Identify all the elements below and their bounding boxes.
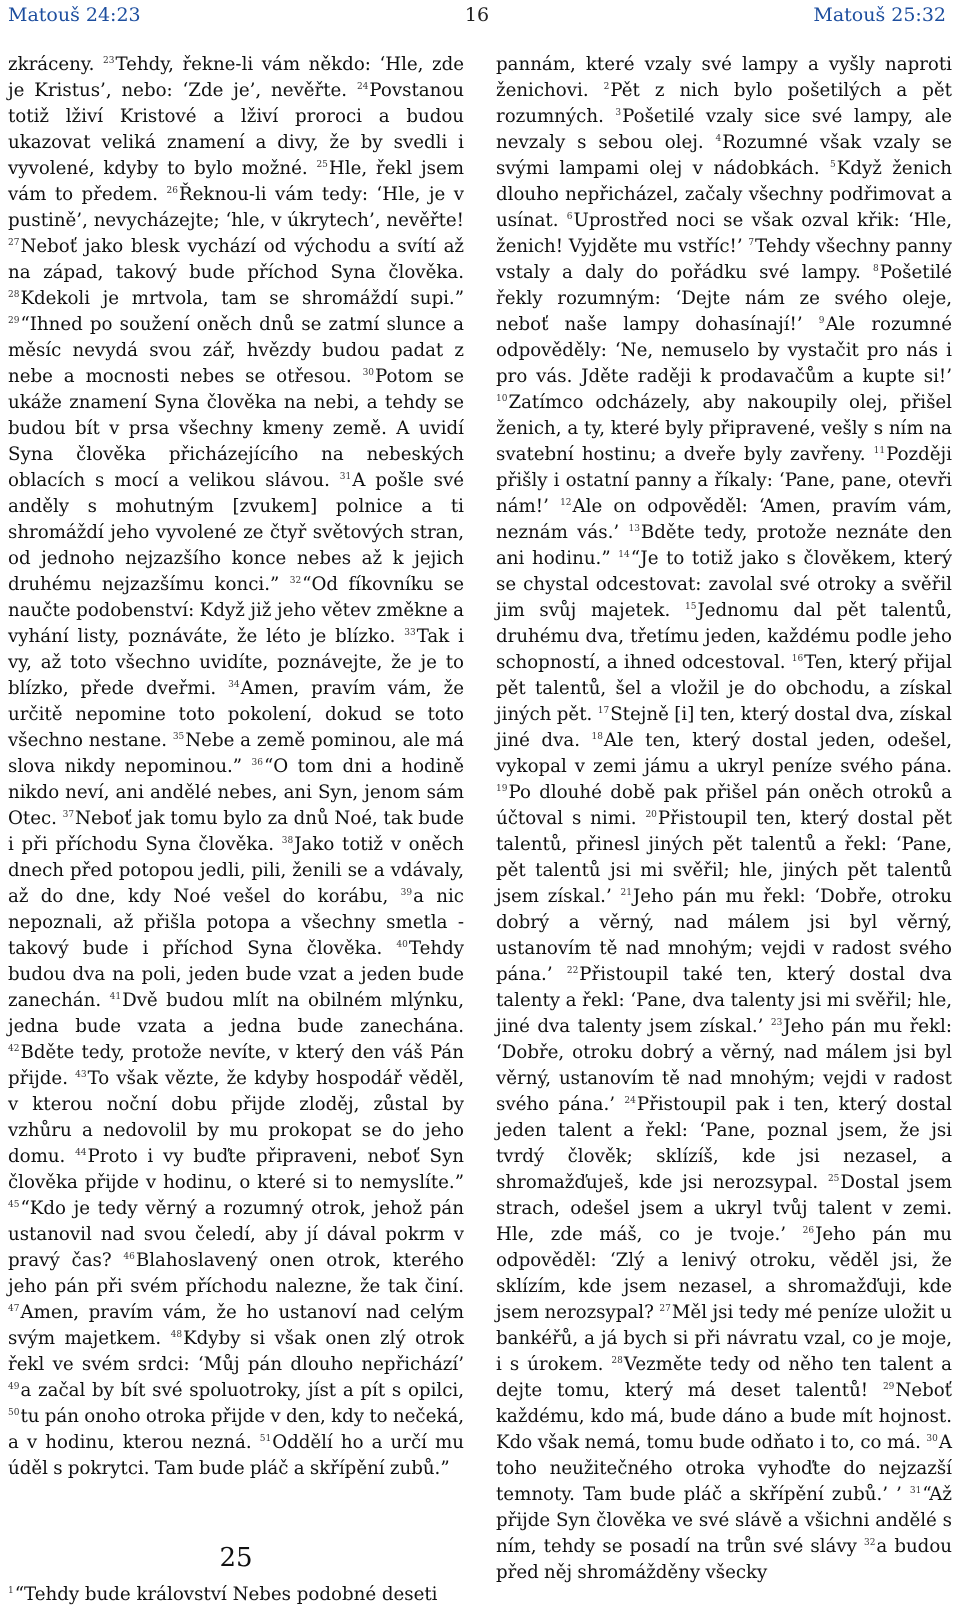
verse [8,1146,464,1193]
verse-text: Potom se ukáže znamení Syna člověka na nebi, a tehdy se budou bít v prsa všechny kmeny země. A uvidí Syna člověka přicházejícího na nebeských oblacích s mocí a velikou slávou. [8,366,464,491]
verse-text: Povstanou totiž lživí Kristové a lživí proroci a budou ukazovat veliká znamení a divy, že by svedli i vyvolené, kdyby to bylo možné. [8,80,464,179]
verse-text: “Ihned po soužení oněch dnů se zatmí slunce a měsíc nevydá svou zář, hvězdy budou padat z nebe a mocnosti nebes se otřesou. [8,314,464,387]
verse [8,288,464,309]
right-text-column [496,52,952,1586]
verse-number: 40 [396,940,408,950]
verse-text: Jeho pán mu řekl: ‘Dobře, otroku dobrý a věrný, nad málem jsi byl věrný, ustanovím tě nad mnohým; vejdi v radost svého pána.’ [496,1016,952,1115]
verse-number: 49 [8,1382,20,1392]
chapter-number: 25 [219,1543,253,1573]
verse-number: 45 [8,1200,20,1210]
verse [8,1380,464,1401]
verse-number: 24 [624,1096,636,1106]
verse-number: 46 [123,1252,135,1262]
verse-number: 25 [827,1174,840,1184]
verse-text: Tehdy budou dva na poli, jeden bude vzat a jeden bude zanechán. [8,938,464,1011]
verse-number: 28 [8,290,20,300]
verse-number: 21 [620,888,632,898]
verse-number: 41 [109,992,122,1002]
verse-text: Uprostřed noci se však ozval křik: ‘Hle, ženich! Vyjděte mu vstříc!’ [496,210,952,257]
verse-text: “Je to totiž jako s člověkem, který se chystal odcestovat: zavolal své otroky a svěřil jim svůj majetek. [496,548,952,621]
left-running-head: Matouš 24:23 [8,4,141,26]
left-text-column [8,52,464,1482]
verse-text: Jeho pán mu řekl: ‘Dobře, otroku dobrý a věrný, nad málem jsi byl věrný, ustanovím tě nad mnohým; vejdi v radost svého pána.’ [496,886,952,985]
verse-text: Pošetilé řekly rozumným: ‘Dejte nám ze svého oleje, neboť naše lampy dohasínají!’ [496,262,952,335]
verse-number: 30 [926,1434,938,1444]
verse-number: 16 [791,654,804,664]
verse-number: 31 [339,472,352,482]
verse-number: 20 [645,810,657,820]
verse-number: 7 [748,238,755,248]
verse-text: Oddělí ho a určí mu úděl s pokrytci. Tam bude pláč a skřípění zubů.” [8,1432,464,1479]
verse-number: 29 [882,1382,895,1392]
verse-number: 37 [62,810,75,820]
verse-number: 29 [8,316,20,326]
verse-number: 51 [259,1434,272,1444]
right-running-head: Matouš 25:32 [813,4,946,26]
verse-text: Tehdy, řekne-li vám někdo: ‘Hle, zde je Kristus’, nebo: ‘Zde je’, nevěřte. [8,54,464,101]
verse-text: A pošle své anděly s mohutným [zvukem] polnice a ti shromáždí jeho vyvolené ze čtyř světových stran, od jednoho nejzazšího konce nebes až k jejich druhému nejzazšímu konci.” [8,470,464,595]
verse-number: 24 [356,82,369,92]
verse-text: Vezměte tedy od něho ten talent a dejte tomu, který má deset talentů! [496,1354,953,1401]
verse-number: 33 [404,628,416,638]
verse-text: Pět z nich bylo pošetilých a pět rozumných. [496,80,952,127]
verse-text: Neboť každému, kdo má, bude dáno a bude mít hojnost. Kdo však nemá, tomu bude odňato i to, co má. [496,1380,952,1453]
verse-number: 26 [802,1226,815,1236]
verse-text: “Tehdy bude království Nebes podobné deseti [14,1584,438,1605]
verse-number: 43 [75,1070,87,1080]
verse-text: Rozumné však vzaly se svými lampami olej v nádobkách. [496,132,952,179]
verse-number: 39 [400,888,413,898]
verse-number: 5 [830,160,836,170]
verse-text: “Od fíkovníku se naučte podobenství: Když již jeho větev změkne a vyhání listy, poznáváte, že léto je blízko. [8,574,464,647]
verse-number: 32 [863,1538,876,1548]
verse-text: Bděte tedy, protože nevíte, v který den váš Pán přijde. [8,1042,464,1089]
verse-text: Měl jsi tedy mé peníze uložit u bankéřů, a já bych si při návratu vzal, co je moje, i s úrokem. [496,1302,952,1375]
verse-text: Blahoslavený onen otrok, kterého jeho pán při svém příchodu nalezne, že tak činí. [8,1250,464,1297]
verse-number: 47 [8,1304,20,1314]
page-header [8,4,946,30]
verse-text: Kdekoli je mrtvola, tam se shromáždí supi.” [20,288,464,309]
verse-number: 8 [873,264,879,274]
verse-text: a nic nepoznali, až přišla potopa a všechny smetla - takový bude i příchod Syna člověka. [8,886,464,959]
verse-text: A toho neužitečného otroka vyhoďte do nejzazší temnoty. Tam bude pláč a skřípění zubů.’ ’ [496,1432,952,1505]
verse-text: Řeknou-li vám tedy: ‘Hle, je v pustině’, nevycházejte; ‘hle, v úkrytech’, nevěřte! [8,184,465,231]
verse-number: 30 [362,368,375,378]
verse-number: 2 [603,82,610,92]
verse-text: Stejně [i] ten, který dostal dva, získal jiné dva. [496,704,952,751]
verse-text: Tak i vy, až toto všechno uvidíte, poznávejte, že je to blízko, přede dveřmi. [8,626,464,699]
verse-text: Ten, který přijal pět talentů, šel a vložil je do obchodu, a získal jiných pět. [496,652,952,725]
verse-text: Přistoupil také ten, který dostal dva talenty a řekl: ‘Pane, dva talenty jsi mi svěřil; hle, jiné dva talenty jsem získal.’ [496,964,952,1037]
verse-text: Jednomu dal pět talentů, druhému dva, třetímu jeden, každému podle jeho schopností, a ihned odcestoval. [496,600,953,673]
verse-number: 13 [628,524,640,534]
verse-text: Tehdy všechny panny vstaly a daly do pořádku své lampy. [496,236,952,283]
verse-text: a začal by bít své spoluotroky, jíst a pít s opilci, [20,1380,464,1401]
verse-text: Ale rozumné odpověděly: ‘Ne, nemuselo by vystačit pro nás i pro vás. Jděte raději k prodavačům a kupte si!’ [496,314,952,387]
verse-text: Proto i vy buďte připraveni, neboť Syn člověka přijde v hodinu, o které si to nemyslíte.” [8,1146,464,1193]
verse-text: Jeho pán mu odpověděl: ‘Zlý a lenivý otroku, věděl jsi, že sklízím, kde jsem nezasel, a shromažďuji, kde jsem nerozsypal? [496,1224,952,1323]
verse-text: a budou před něj shromážděny všecky [496,1536,952,1583]
verse-number: 42 [8,1044,20,1054]
verse-number: 32 [289,576,302,586]
verse [8,236,464,283]
verse-number: 3 [615,108,622,118]
verse-text: Po dlouhé době pak přišel pán oněch otroků a účtoval s nimi. [496,782,952,829]
verse-number: 36 [251,758,263,768]
verse-text: Neboť jak tomu bylo za dnů Noé, tak bude i při příchodu Syna člověka. [8,808,464,855]
verse-number: 48 [170,1330,183,1340]
verse-text: Neboť jako blesk vychází od východu a svítí až na západ, takový bude příchod Syna člověka. [8,236,464,283]
verse-text: Pošetilé vzaly sice své lampy, ale nevzaly s sebou olej. [496,106,952,153]
verse-number: 27 [8,238,20,248]
verse-text: Dostal jsem strach, odešel jsem a ukryl tvůj talent v zemi. Hle, zde máš, co je tvoje.’ [496,1172,952,1245]
verse-text: Zatímco odcházely, aby nakoupily olej, přišel ženich, a ty, které byly připravené, vešly s ním na svatební hostinu; a dveře byly zavřeny. [496,392,952,465]
verse-number: 6 [566,212,573,222]
verse-text: Přistoupil ten, který dostal pět talentů, přinesl jiných pět talentů a řekl: ‘Pane, pět talentů jsi mi svěřil; hle, jiných pět talentů jsem získal.’ [496,808,952,907]
verse-text: Hle, řekl jsem vám to předem. [8,158,465,205]
verse-text: Nebe a země pominou, ale má slova nikdy nepominou.” [8,730,465,777]
verse-number: 31 [909,1486,922,1496]
verse-number: 23 [770,1018,783,1028]
verse-number: 44 [75,1148,87,1158]
verse-text: Kdyby si však onen zlý otrok řekl ve svém srdci: ‘Můj pán dlouho nepřichází’ [8,1328,464,1375]
verse-text: zkráceny. [8,54,103,75]
verse-text: “Až přijde Syn člověka ve své slávě a všichni andělé s ním, tehdy se posadí na trůn své slávy [496,1484,952,1557]
verse-text: Přistoupil pak i ten, který dostal jeden talent a řekl: ‘Pane, poznal jsem, že jsi tvrdý člověk; sklízíš, kde jsi nezasel, a shromažďuješ, kde jsi nerozsypal. [496,1094,952,1193]
verse-number: 34 [228,680,240,690]
verse-text: pannám, které vzaly své lampy a vyšly naproti ženichovi. [496,54,952,101]
verse-number: 17 [597,706,610,716]
verse-number: 19 [496,784,508,794]
verse-number: 27 [659,1304,671,1314]
verse [8,54,103,75]
verse-number: 1 [8,1586,14,1596]
verse-number: 9 [818,316,825,326]
verse-text: Amen, pravím vám, že ho ustanoví nad celým svým majetkem. [8,1302,464,1349]
verse-text: Dvě budou mlít na obilném mlýnku, jedna bude vzata a jedna bude zanechána. [8,990,465,1037]
verse-text: Ale ten, který dostal jeden, odešel, vykopal v zemi jámu a ukryl peníze svého pána. [496,730,952,777]
verse-number: 18 [591,732,603,742]
verse-number: 38 [281,836,294,846]
verse-text: Jako totiž v oněch dnech před potopou jedli, pili, ženili se a vdávaly, až do dne, kdy Noé vešel do korábu, [8,834,464,907]
verse-number: 22 [566,966,579,976]
verse-number: 10 [496,394,508,404]
verse-number: 26 [166,186,178,196]
verse-number: 25 [316,160,328,170]
verse-text: Ale on odpověděl: ‘Amen, pravím vám, neznám vás.’ [496,496,952,543]
verse-number: 12 [560,498,572,508]
verse-number: 28 [611,1356,623,1366]
verse-number: 15 [685,602,697,612]
verse-number: 50 [8,1408,20,1418]
verse-text: Bděte tedy, protože neznáte den ani hodinu.” [496,522,952,569]
verse-text: Když ženich dlouho nepřicházel, začaly všechny podřimovat a usínat. [496,158,952,231]
chapter-first-verse [8,1582,478,1608]
verse-text: “O tom dni a hodině nikdo neví, ani andělé nebes, ani Syn, jenom sám Otec. [8,756,464,829]
verse-text: Později přišly i ostatní panny a říkaly: ‘Pane, pane, otevři nám!’ [496,444,952,517]
verse-number: 11 [873,446,886,456]
verse-text: Amen, pravím vám, že určitě nepomine toto pokolení, dokud se toto všechno nestane. [8,678,464,751]
verse-text: tu pán onoho otroka přijde v den, kdy to nečeká, a v hodinu, kterou nezná. [8,1406,464,1453]
verse-number: 14 [618,550,630,560]
verse-number: 4 [715,134,722,144]
page-number: 16 [464,4,490,26]
verse-number: 35 [172,732,185,742]
verse-text: “Kdo je tedy věrný a rozumný otrok, jehož pán ustanovil nad svou čeledí, aby jí dával pokrm v pravý čas? [8,1198,464,1271]
verse-number: 23 [103,56,115,66]
verse-text: To však vězte, že kdyby hospodář věděl, v kterou noční dobu přijde zloděj, zůstal by vzhůru a nedovolil by mu prokopat se do jeho domu. [8,1068,464,1167]
